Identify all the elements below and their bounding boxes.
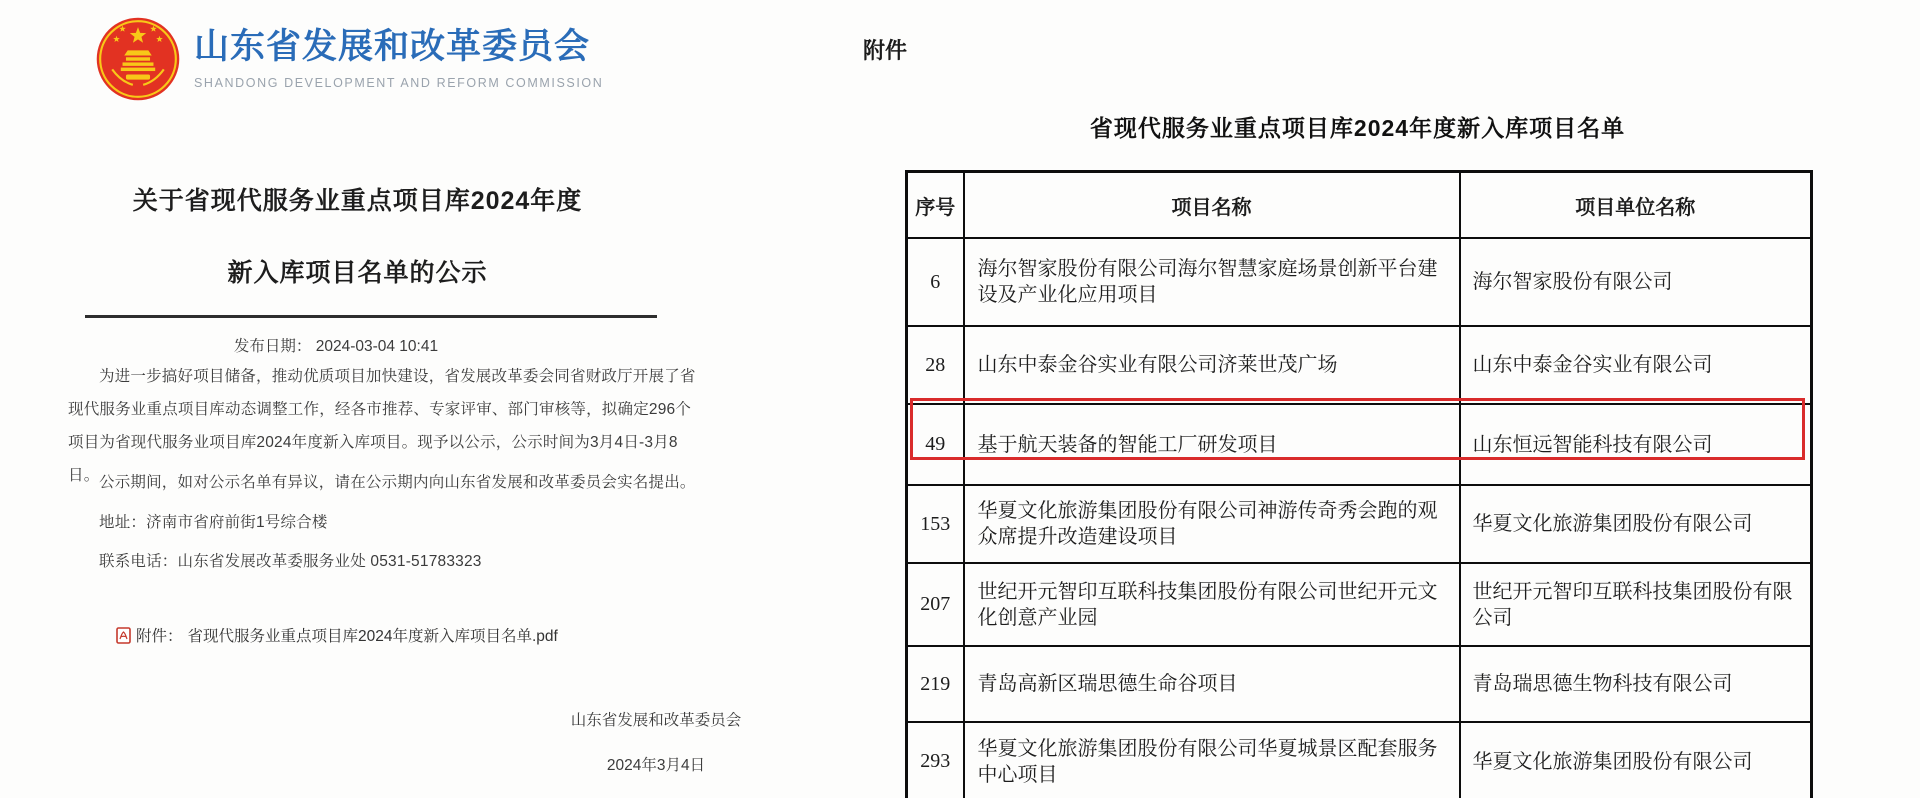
org-name: 山东省发展和改革委员会 bbox=[194, 27, 591, 66]
site-header bbox=[95, 16, 603, 102]
table-title: 省现代服务业重点项目库2024年度新入库项目名单 bbox=[1089, 115, 1626, 141]
body-paragraph-phone: 联系电话：山东省发展改革委服务业处 0531-51783323 bbox=[99, 553, 482, 570]
publish-date-label: 发布日期： bbox=[233, 338, 312, 355]
col-header-project: 项目名称 bbox=[964, 172, 1460, 239]
attachment-filename: 省现代服务业重点项目库2024年度新入库项目名单.pdf bbox=[187, 628, 558, 645]
cell-no: 293 bbox=[907, 722, 964, 798]
org-block bbox=[194, 16, 603, 90]
body-paragraph-address: 地址：济南市省府前街1号综合楼 bbox=[99, 514, 328, 531]
cell-project: 华夏文化旅游集团股份有限公司华夏城景区配套服务中心项目 bbox=[964, 722, 1460, 798]
cell-project: 海尔智家股份有限公司海尔智慧家庭场景创新平台建设及产业化应用项目 bbox=[964, 238, 1460, 326]
cell-unit: 青岛瑞思德生物科技有限公司 bbox=[1460, 646, 1812, 722]
cell-unit: 世纪开元智印互联科技集团股份有限公司 bbox=[1460, 563, 1812, 646]
title-divider bbox=[85, 315, 657, 318]
cell-unit: 海尔智家股份有限公司 bbox=[1460, 238, 1812, 326]
signature-org: 山东省发展和改革委员会 bbox=[570, 712, 742, 729]
cell-no: 153 bbox=[907, 485, 964, 563]
cell-unit: 华夏文化旅游集团股份有限公司 bbox=[1460, 722, 1812, 798]
attachment-label: 附件： bbox=[136, 628, 183, 645]
publish-date bbox=[36, 334, 636, 356]
project-table-body bbox=[907, 238, 1812, 798]
cell-no: 219 bbox=[907, 646, 964, 722]
attachment-heading: 附件 bbox=[863, 38, 908, 63]
table-row bbox=[907, 646, 1812, 722]
body-paragraph-objection: 公示期间，如对公示名单有异议，请在公示期内向山东省发展和改革委员会实名提出。 bbox=[99, 474, 696, 491]
cell-project: 山东中泰金谷实业有限公司济莱世茂广场 bbox=[964, 326, 1460, 404]
doc-title-line2: 新入库项目名单的公示 bbox=[227, 259, 488, 287]
col-header-no: 序号 bbox=[907, 172, 964, 239]
project-table bbox=[905, 170, 1813, 798]
doc-title bbox=[55, 181, 660, 289]
cell-no: 28 bbox=[907, 326, 964, 404]
cell-project: 世纪开元智印互联科技集团股份有限公司世纪开元文化创意产业园 bbox=[964, 563, 1460, 646]
table-row bbox=[907, 326, 1812, 404]
cell-no: 49 bbox=[907, 404, 964, 485]
cell-project: 华夏文化旅游集团股份有限公司神游传奇秀会跑的观众席提升改造建设项目 bbox=[964, 485, 1460, 563]
cell-no: 207 bbox=[907, 563, 964, 646]
col-header-unit: 项目单位名称 bbox=[1460, 172, 1812, 239]
cell-project: 青岛高新区瑞思德生命谷项目 bbox=[964, 646, 1460, 722]
national-emblem-icon bbox=[95, 16, 181, 102]
org-name-en: SHANDONG DEVELOPMENT AND REFORM COMMISSION bbox=[194, 75, 604, 90]
signature-date: 2024年3月4日 bbox=[606, 757, 706, 774]
cell-unit: 山东中泰金谷实业有限公司 bbox=[1460, 326, 1812, 404]
signature-block bbox=[564, 708, 748, 775]
table-header-row bbox=[907, 172, 1812, 239]
cell-unit: 山东恒远智能科技有限公司 bbox=[1460, 404, 1812, 485]
doc-title-line1: 关于省现代服务业重点项目库2024年度 bbox=[132, 187, 583, 215]
table-row bbox=[907, 563, 1812, 646]
table-row bbox=[907, 238, 1812, 326]
publish-date-value: 2024-03-04 10:41 bbox=[315, 338, 439, 355]
pdf-icon bbox=[116, 627, 131, 644]
body-paragraph-intro: 为进一步搞好项目储备，推动优质项目加快建设，省发展改革委会同省财政厅开展了省现代服务业重点项目库动态调整工作，经各市推荐、专家评审、部门审核等，拟确定296个项目为省现代服务业项目库2024年度新入库项目。现予以公示，公示时间为3月4日-3月8日。 bbox=[68, 368, 696, 484]
cell-no: 6 bbox=[907, 238, 964, 326]
cell-project: 基于航天装备的智能工厂研发项目 bbox=[964, 404, 1460, 485]
table-row-highlighted bbox=[907, 404, 1812, 485]
table-row bbox=[907, 485, 1812, 563]
table-row bbox=[907, 722, 1812, 798]
attachment-link[interactable] bbox=[116, 624, 558, 646]
cell-unit: 华夏文化旅游集团股份有限公司 bbox=[1460, 485, 1812, 563]
